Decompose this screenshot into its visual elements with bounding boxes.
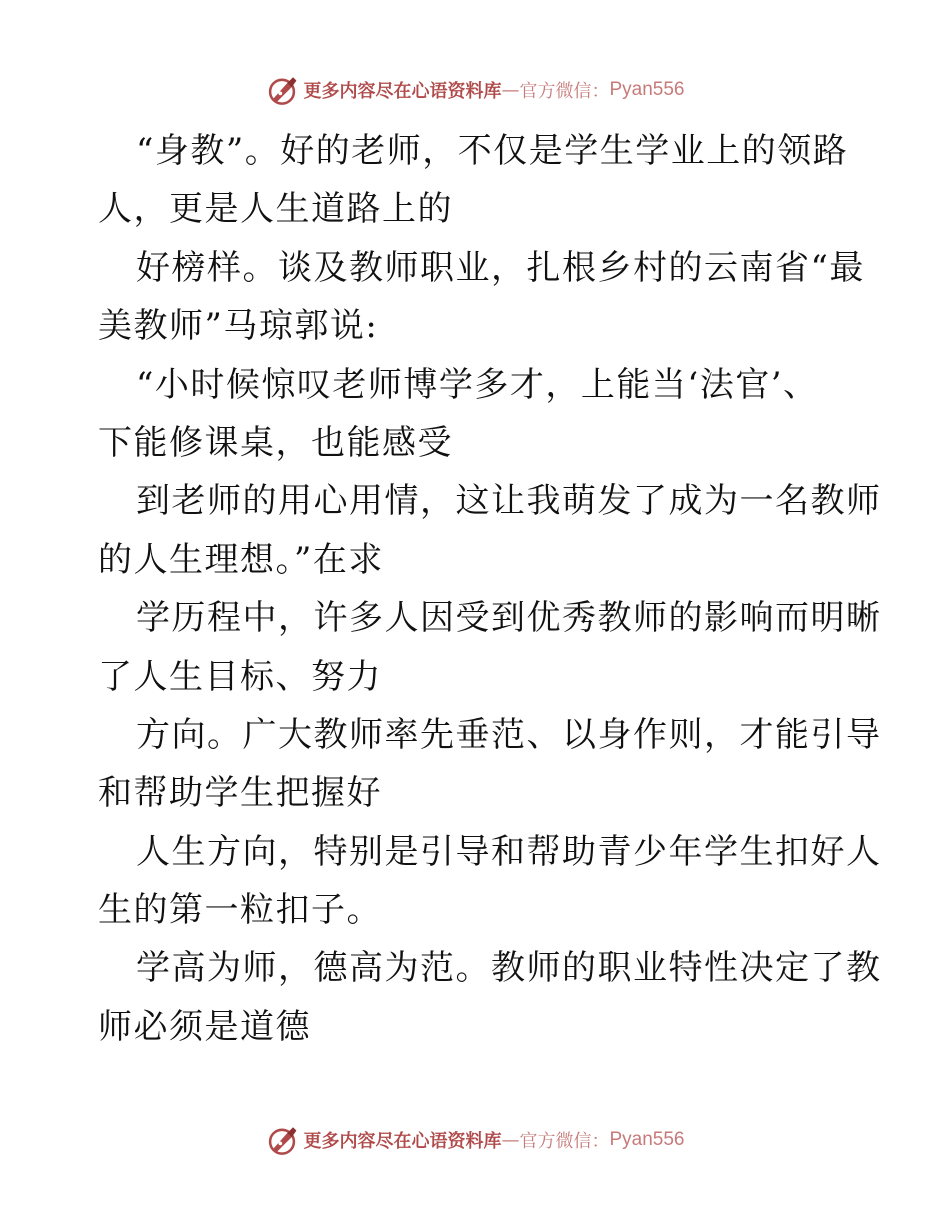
banner-separator: —	[501, 79, 520, 101]
text-line: 学历程中，许多人因受到优秀教师的影响而明晰	[136, 598, 882, 639]
text-line: 好榜样。谈及教师职业，扎根乡村的云南省“最	[136, 247, 865, 288]
text-line: 美教师”马琼郭说:	[98, 306, 379, 347]
text-line: “小时候惊叹老师博学多才，上能当‘法官’、	[136, 364, 819, 405]
document-body	[98, 122, 882, 1056]
banner-separator: —	[501, 1129, 520, 1151]
banner-wechat-label: 官方微信：	[519, 1131, 610, 1152]
banner-wechat-id: Pyan556	[609, 1129, 685, 1150]
text-line: 了人生目标、努力	[98, 656, 382, 697]
footer-watermark-banner	[0, 1120, 950, 1160]
text-line: 生的第一粒扣子。	[98, 890, 382, 931]
banner-brand-text: 更多内容尽在心语资料库	[303, 1131, 502, 1152]
banner-brand-text: 更多内容尽在心语资料库	[303, 81, 502, 102]
text-line: 人生方向，特别是引导和帮助青少年学生扣好人	[136, 831, 882, 872]
banner-wechat-label: 官方微信：	[519, 81, 610, 102]
text-line: 方向。广大教师率先垂范、以身作则，才能引导	[136, 714, 882, 755]
text-line: 到老师的用心用情，这让我萌发了成为一名教师	[136, 481, 882, 522]
text-line: “身教”。好的老师，不仅是学生学业上的领路	[136, 131, 849, 171]
text-line: 的人生理想。”在求	[98, 539, 384, 580]
text-line: 和帮助学生把握好	[98, 773, 382, 814]
text-line: 师必须是道德	[98, 1006, 311, 1047]
header-watermark-banner	[0, 70, 950, 110]
pen-nib-logo-icon	[265, 1123, 299, 1157]
text-line: 人，更是人生道路上的	[98, 189, 453, 230]
pen-nib-logo-icon	[265, 73, 299, 107]
text-line: 下能修课桌，也能感受	[98, 422, 453, 463]
banner-wechat-id: Pyan556	[609, 79, 685, 100]
text-line: 学高为师，德高为范。教师的职业特性决定了教	[136, 948, 882, 989]
